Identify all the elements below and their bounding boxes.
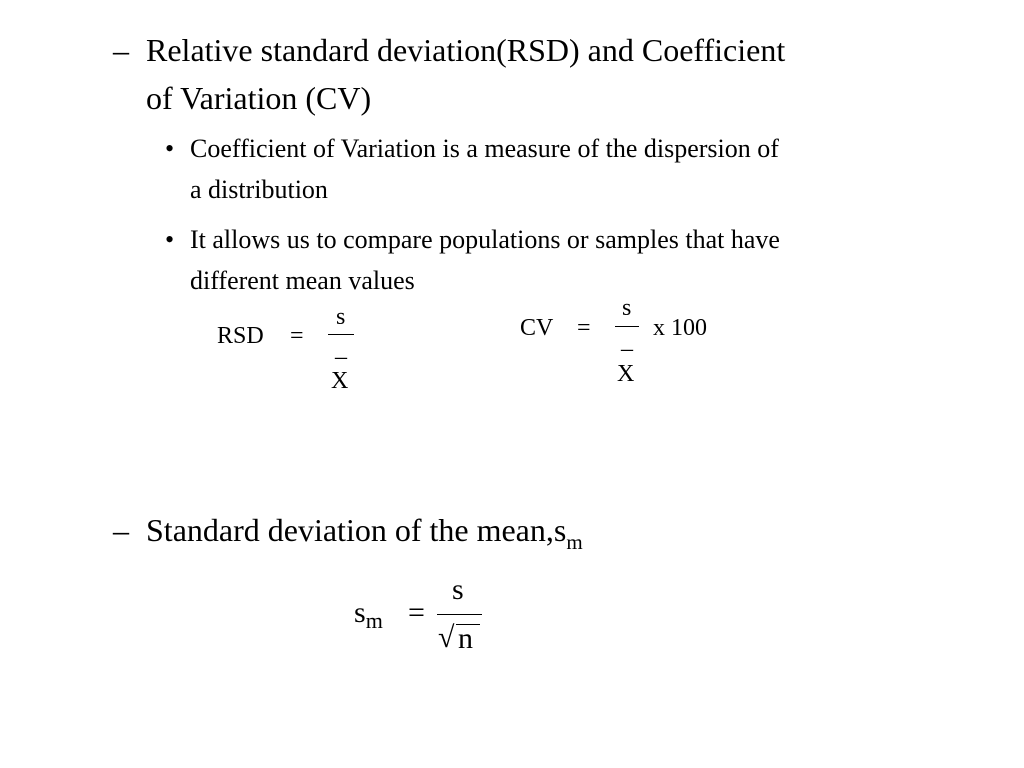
- formula-rsd-lhs: RSD: [217, 323, 264, 349]
- bullet-dash-marker: –: [113, 512, 129, 548]
- formula-cv-xbar: _: [621, 328, 633, 354]
- formula-cv-denominator: X: [617, 361, 635, 387]
- bullet-rsd-cv-line2: of Variation (CV): [146, 80, 372, 116]
- formula-sm-equals: =: [408, 596, 425, 629]
- formula-rsd-denominator: X: [331, 368, 349, 394]
- formula-sm-denominator: n: [458, 622, 473, 655]
- formula-cv-numerator: s: [622, 295, 632, 321]
- bullet-dot-marker: •: [165, 134, 175, 163]
- formula-sm-numerator: s: [452, 573, 464, 606]
- formula-cv-equals: =: [577, 315, 591, 341]
- formula-sm-lhs-s: s: [354, 596, 366, 629]
- bullet-cv-measure-line2: a distribution: [190, 175, 328, 204]
- bullet-sd-mean-subscript: m: [566, 530, 583, 554]
- bullet-compare-line2: different mean values: [190, 266, 415, 295]
- formula-rsd-numerator: s: [336, 304, 346, 330]
- formula-sm-lhs-subscript: m: [365, 608, 383, 633]
- formula-sm-lhs: [354, 597, 383, 631]
- formula-sm-radical: √: [438, 621, 455, 654]
- formula-cv-multiplier: x 100: [653, 315, 707, 341]
- bullet-sd-mean-text: Standard deviation of the mean,s: [146, 512, 567, 548]
- formula-cv-lhs: CV: [520, 315, 554, 341]
- bullet-cv-measure-line1: Coefficient of Variation is a measure of the dispersion of: [190, 134, 779, 163]
- formula-rsd-equals: =: [290, 323, 304, 349]
- bullet-compare-line1: It allows us to compare populations or samples that have: [190, 225, 780, 254]
- bullet-sd-mean: [146, 508, 583, 556]
- bullet-rsd-cv-line1: Relative standard deviation(RSD) and Coefficient: [146, 32, 786, 68]
- bullet-dash-marker: –: [113, 32, 129, 68]
- formula-rsd-xbar: _: [335, 336, 347, 362]
- bullet-dot-marker: •: [165, 225, 175, 254]
- formula-sm-fraction-bar: [437, 614, 482, 615]
